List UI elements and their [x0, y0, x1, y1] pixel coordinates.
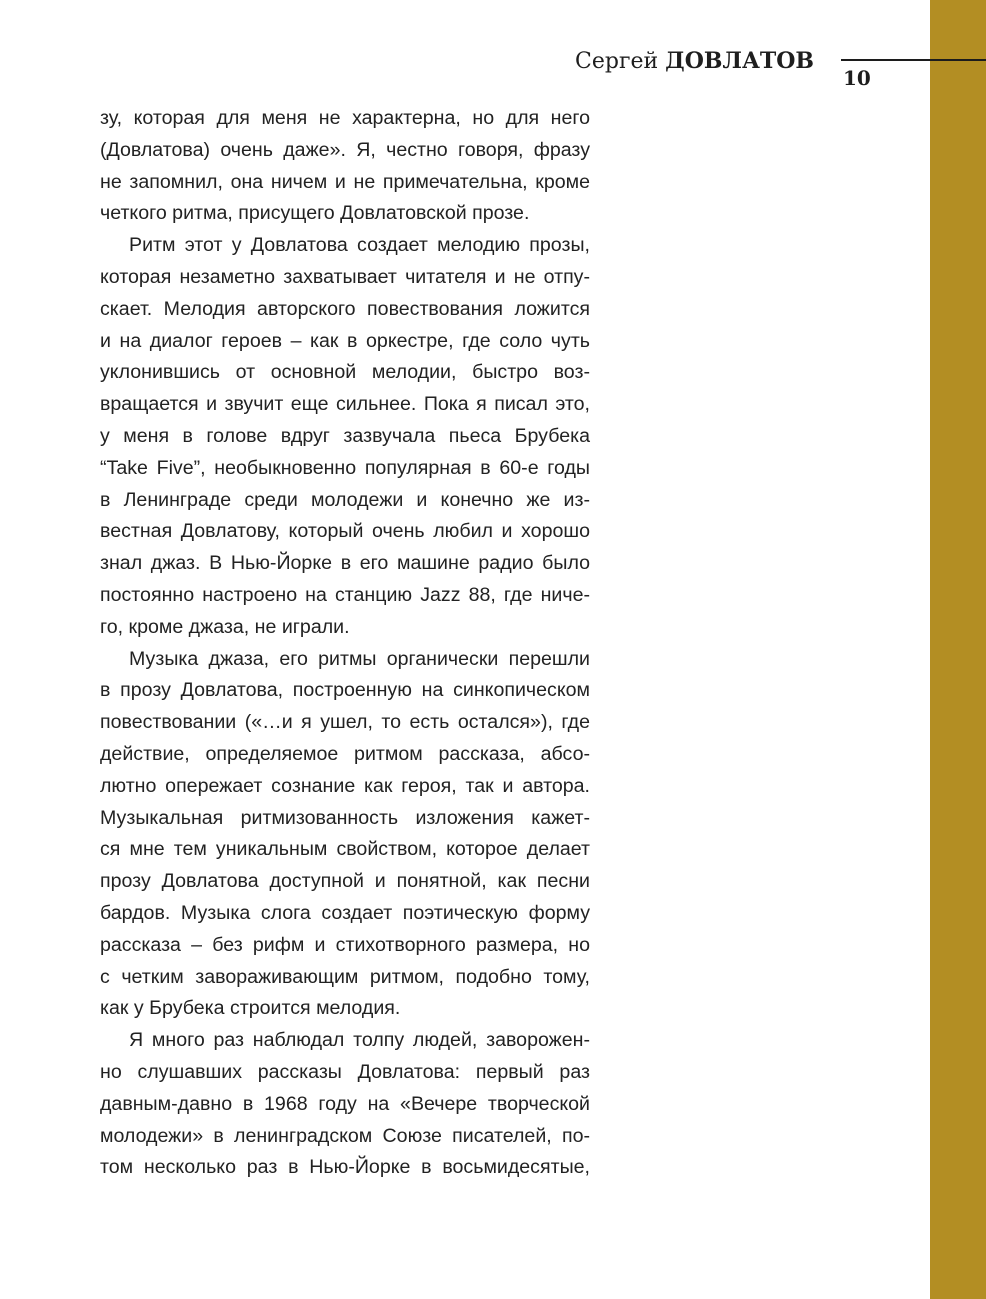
text-line: но слушавших рассказы Довлатова: первый раз: [100, 1060, 590, 1083]
text-line: рассказа – без рифм и стихотворного размера, но: [100, 933, 590, 956]
text-line: бардов. Музыка слога создает поэтическую форму: [100, 901, 590, 924]
running-header-author: [575, 50, 814, 73]
text-line: постоянно настроено на станцию Jazz 88, где ниче-: [100, 583, 590, 606]
text-line: Музыка джаза, его ритмы органически перешли: [129, 647, 590, 670]
text-line: знал джаз. В Нью-Йорке в его машине радио было: [100, 552, 590, 575]
text-line: давным-давно в 1968 году на «Вечере творческой: [100, 1092, 590, 1115]
text-line: уклонившись от основной мелодии, быстро воз-: [100, 361, 590, 384]
text-line: лютно опережает сознание как героя, так и автора.: [100, 774, 590, 797]
text-line: как у Брубека строится мелодия.: [100, 997, 401, 1020]
text-line: (Довлатова) очень даже». Я, честно говоря, фразу: [100, 138, 590, 161]
text-line: которая незаметно захватывает читателя и не отпу-: [100, 265, 590, 288]
text-line: ся мне тем уникальным свойством, которое делает: [100, 838, 590, 861]
text-line: го, кроме джаза, не играли.: [100, 615, 350, 638]
text-line: Музыкальная ритмизованность изложения кажет-: [100, 806, 590, 829]
paragraph: [100, 103, 590, 230]
text-line: зу, которая для меня не характерна, но для него: [100, 107, 590, 129]
text-line: “Take Five”, необыкновенно популярная в 60-е годы: [100, 456, 590, 479]
text-line: четкого ритма, присущего Довлатовской прозе.: [100, 202, 530, 225]
text-line: действие, определяемое ритмом рассказа, абсо-: [100, 742, 590, 765]
text-line: не запомнил, она ничем и не примечательна, кроме: [100, 170, 590, 193]
text-line: прозу Довлатова доступной и понятной, как песни: [100, 870, 590, 893]
text-line: с четким завораживающим ритмом, подобно тому,: [100, 965, 590, 988]
text-line: вращается и звучит еще сильнее. Пока я писал это,: [100, 393, 590, 416]
text-line: Я много раз наблюдал толпу людей, заворожен-: [129, 1029, 590, 1052]
text-line: у меня в голове вдруг зазвучала пьеса Брубека: [100, 424, 590, 447]
text-line: Ритм этот у Довлатова создает мелодию прозы,: [129, 234, 590, 257]
text-line: том несколько раз в Нью-Йорке в восьмидесятые,: [100, 1156, 590, 1179]
author-last-name: ДОВЛАТОВ: [665, 48, 814, 74]
text-line: в Ленинграде среди молодежи и конечно же из-: [100, 488, 590, 511]
paragraph: [100, 1025, 590, 1184]
paragraph: [100, 644, 590, 1026]
header-rule: [841, 59, 986, 61]
paragraph: [100, 230, 590, 643]
gold-side-band: [930, 0, 986, 1299]
body-text: [100, 103, 590, 1184]
page-number: 10: [843, 66, 871, 90]
text-line: в прозу Довлатова, построенную на синкопическом: [100, 679, 590, 702]
text-line: и на диалог героев – как в оркестре, где соло чуть: [100, 329, 590, 352]
text-line: повествовании («…и я ушел, то есть остался»), где: [100, 711, 590, 734]
text-line: вестная Довлатову, который очень любил и хорошо: [100, 520, 590, 543]
text-line: скает. Мелодия авторского повествования ложится: [100, 297, 590, 320]
text-line: молодежи» в ленинградском Союзе писателей, по-: [100, 1124, 590, 1147]
author-first-name: Сергей: [575, 49, 659, 74]
